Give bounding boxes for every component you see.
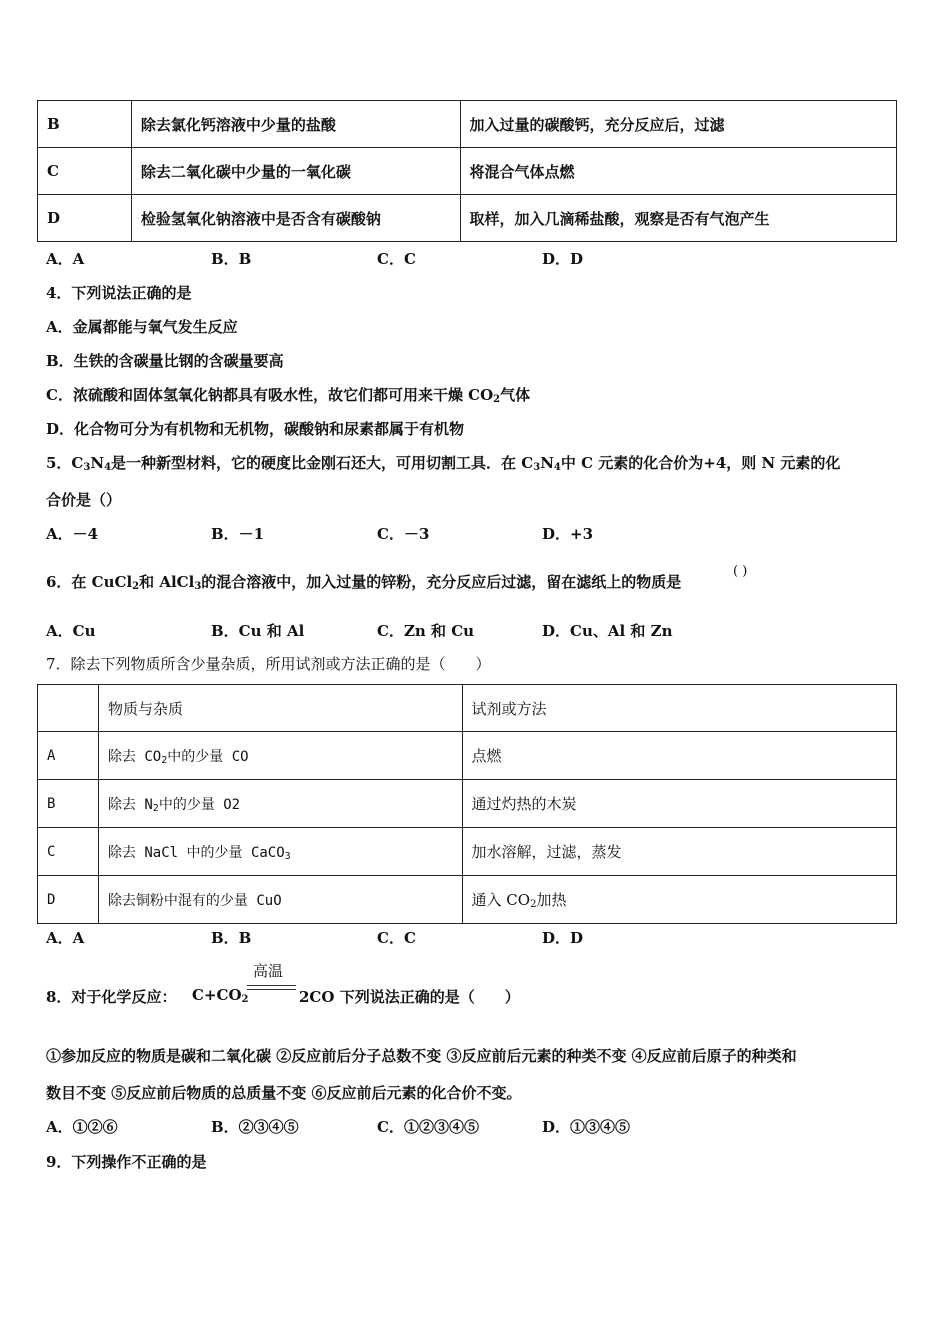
- q8-product: 2CO 下列说法正确的是（ ）: [299, 988, 520, 1006]
- q8-statements-line1: ①参加反应的物质是碳和二氧化碳 ②反应前后分子总数不变 ③反应前后元素的种类不变 ④反应前后原子的种类和: [46, 1047, 797, 1065]
- q4-option-a[interactable]: A．金属都能与氧气发生反应: [46, 318, 238, 336]
- option-d[interactable]: D．D: [542, 250, 584, 268]
- q6-text: 和 AlCl: [139, 573, 195, 591]
- q5-text: N: [540, 454, 554, 472]
- option-b[interactable]: B．B: [211, 929, 252, 947]
- row-method: 取样，加入几滴稀盐酸，观察是否有气泡产生: [460, 195, 897, 242]
- q8-statements-line2: 数目不变 ⑤反应前后物质的总质量不变 ⑥反应前后元素的化合价不变。: [46, 1084, 522, 1102]
- row-method: 通过灼热的木炭: [462, 780, 896, 828]
- row-label: C: [38, 148, 132, 195]
- subscript: 4: [104, 462, 112, 473]
- row-label: B: [38, 780, 99, 828]
- option-b[interactable]: B．②③④⑤: [211, 1118, 299, 1136]
- option-b[interactable]: B．Cu 和 Al: [211, 622, 305, 640]
- option-c[interactable]: C．①②③④⑤: [377, 1118, 479, 1136]
- q6-text: 6．在 CuCl: [46, 573, 133, 591]
- subscript: 3: [533, 462, 541, 473]
- option-a[interactable]: A．①②⑥: [46, 1118, 118, 1136]
- q4-c-text: C．浓硫酸和固体氢氧化钠都具有吸水性，故它们都可用来干燥 CO: [46, 386, 494, 404]
- row-method: 点燃: [462, 732, 896, 780]
- option-c[interactable]: C．－3: [377, 525, 430, 543]
- q6-text: 的混合溶液中，加入过量的锌粉，充分反应后过滤，留在滤纸上的物质是: [201, 573, 682, 591]
- subscript: 3: [83, 462, 91, 473]
- option-c[interactable]: C．Zn 和 Cu: [377, 622, 475, 640]
- row-method: 加水溶解，过滤，蒸发: [462, 828, 896, 876]
- q4-option-d[interactable]: D．化合物可分为有机物和无机物，碳酸钠和尿素都属于有机物: [46, 420, 465, 438]
- option-d[interactable]: D．①③④⑤: [542, 1118, 631, 1136]
- row-substance: 除去 $CO_2$中的少量 CO: [98, 732, 462, 780]
- option-d[interactable]: D．+3: [542, 525, 594, 543]
- table-row: [38, 101, 897, 148]
- option-c[interactable]: C．C: [377, 929, 416, 947]
- q8-text: 8．对于化学反应：: [46, 988, 177, 1006]
- option-a[interactable]: A．－4: [46, 525, 99, 543]
- row-label: C: [38, 828, 99, 876]
- subscript: 4: [553, 462, 561, 473]
- subscript: 2: [132, 581, 140, 592]
- option-a[interactable]: A．Cu: [46, 622, 96, 640]
- row-label: D: [38, 876, 99, 924]
- table-header-row: [38, 685, 897, 732]
- row-substance: 除去铜粉中混有的少量 CuO: [98, 876, 462, 924]
- table-row: [38, 732, 897, 780]
- q5-text: 5．C: [46, 454, 84, 472]
- option-a[interactable]: A．A: [46, 250, 85, 268]
- row-substance: 除去 NaCl 中的少量 CaCO$_3$: [98, 828, 462, 876]
- reaction-condition: 高温: [253, 962, 284, 980]
- q8-reactants: $C+CO_2$: [192, 986, 249, 1005]
- option-d[interactable]: D．D: [542, 929, 584, 947]
- q4-option-b[interactable]: B．生铁的含碳量比钢的含碳量要高: [46, 352, 284, 370]
- option-a[interactable]: A．A: [46, 929, 85, 947]
- q3-table: [37, 100, 897, 242]
- header-label: [38, 685, 99, 732]
- option-c[interactable]: C．C: [377, 250, 416, 268]
- table-row: [38, 876, 897, 924]
- table-row: [38, 780, 897, 828]
- table-row: [38, 148, 897, 195]
- q4-option-c[interactable]: [46, 384, 530, 405]
- answer-parentheses: ( ): [733, 564, 748, 579]
- table-row: [38, 828, 897, 876]
- row-method: 加入过量的碳酸钙，充分反应后，过滤: [460, 101, 897, 148]
- q4-c-tail: 气体: [500, 386, 531, 404]
- option-d[interactable]: D．Cu、Al 和 Zn: [542, 622, 673, 640]
- q5-text: 中 C 元素的化合价为+4，则 N 元素的化: [560, 454, 841, 472]
- table-row: [38, 195, 897, 242]
- q7-table: [37, 684, 897, 924]
- q8-stem: [46, 986, 176, 1007]
- subscript: 2: [493, 394, 501, 405]
- q7-stem: 7．除去下列物质所含少量杂质，所用试剂或方法正确的是（ ）: [46, 655, 491, 673]
- header-method: 试剂或方法: [462, 685, 896, 732]
- row-label: B: [38, 101, 132, 148]
- row-substance: 除去 $N_2$中的少量 O2: [98, 780, 462, 828]
- q5-text: N: [90, 454, 105, 472]
- q9-stem: 9．下列操作不正确的是: [46, 1153, 207, 1171]
- subscript: 3: [194, 581, 202, 592]
- row-purpose: 检验氢氧化钠溶液中是否含有碳酸钠: [131, 195, 460, 242]
- q5-text: 是一种新型材料，它的硬度比金刚石还大，可用切割工具．在 C: [111, 454, 534, 472]
- q5-stem: [46, 452, 840, 473]
- row-purpose: 除去二氧化碳中少量的一氧化碳: [131, 148, 460, 195]
- row-method: 将混合气体点燃: [460, 148, 897, 195]
- row-method: 通入 $CO_2$加热: [462, 876, 896, 924]
- option-b[interactable]: B．－1: [211, 525, 265, 543]
- row-label: D: [38, 195, 132, 242]
- option-b[interactable]: B．B: [211, 250, 252, 268]
- row-label: A: [38, 732, 99, 780]
- q6-stem: [46, 571, 681, 592]
- reaction-arrow: [247, 989, 296, 990]
- reaction-arrow: [247, 985, 296, 986]
- header-substance: 物质与杂质: [98, 685, 462, 732]
- q5-stem-line2: 合价是（）: [46, 491, 122, 509]
- q4-stem: 4．下列说法正确的是: [46, 284, 192, 302]
- row-purpose: 除去氯化钙溶液中少量的盐酸: [131, 101, 460, 148]
